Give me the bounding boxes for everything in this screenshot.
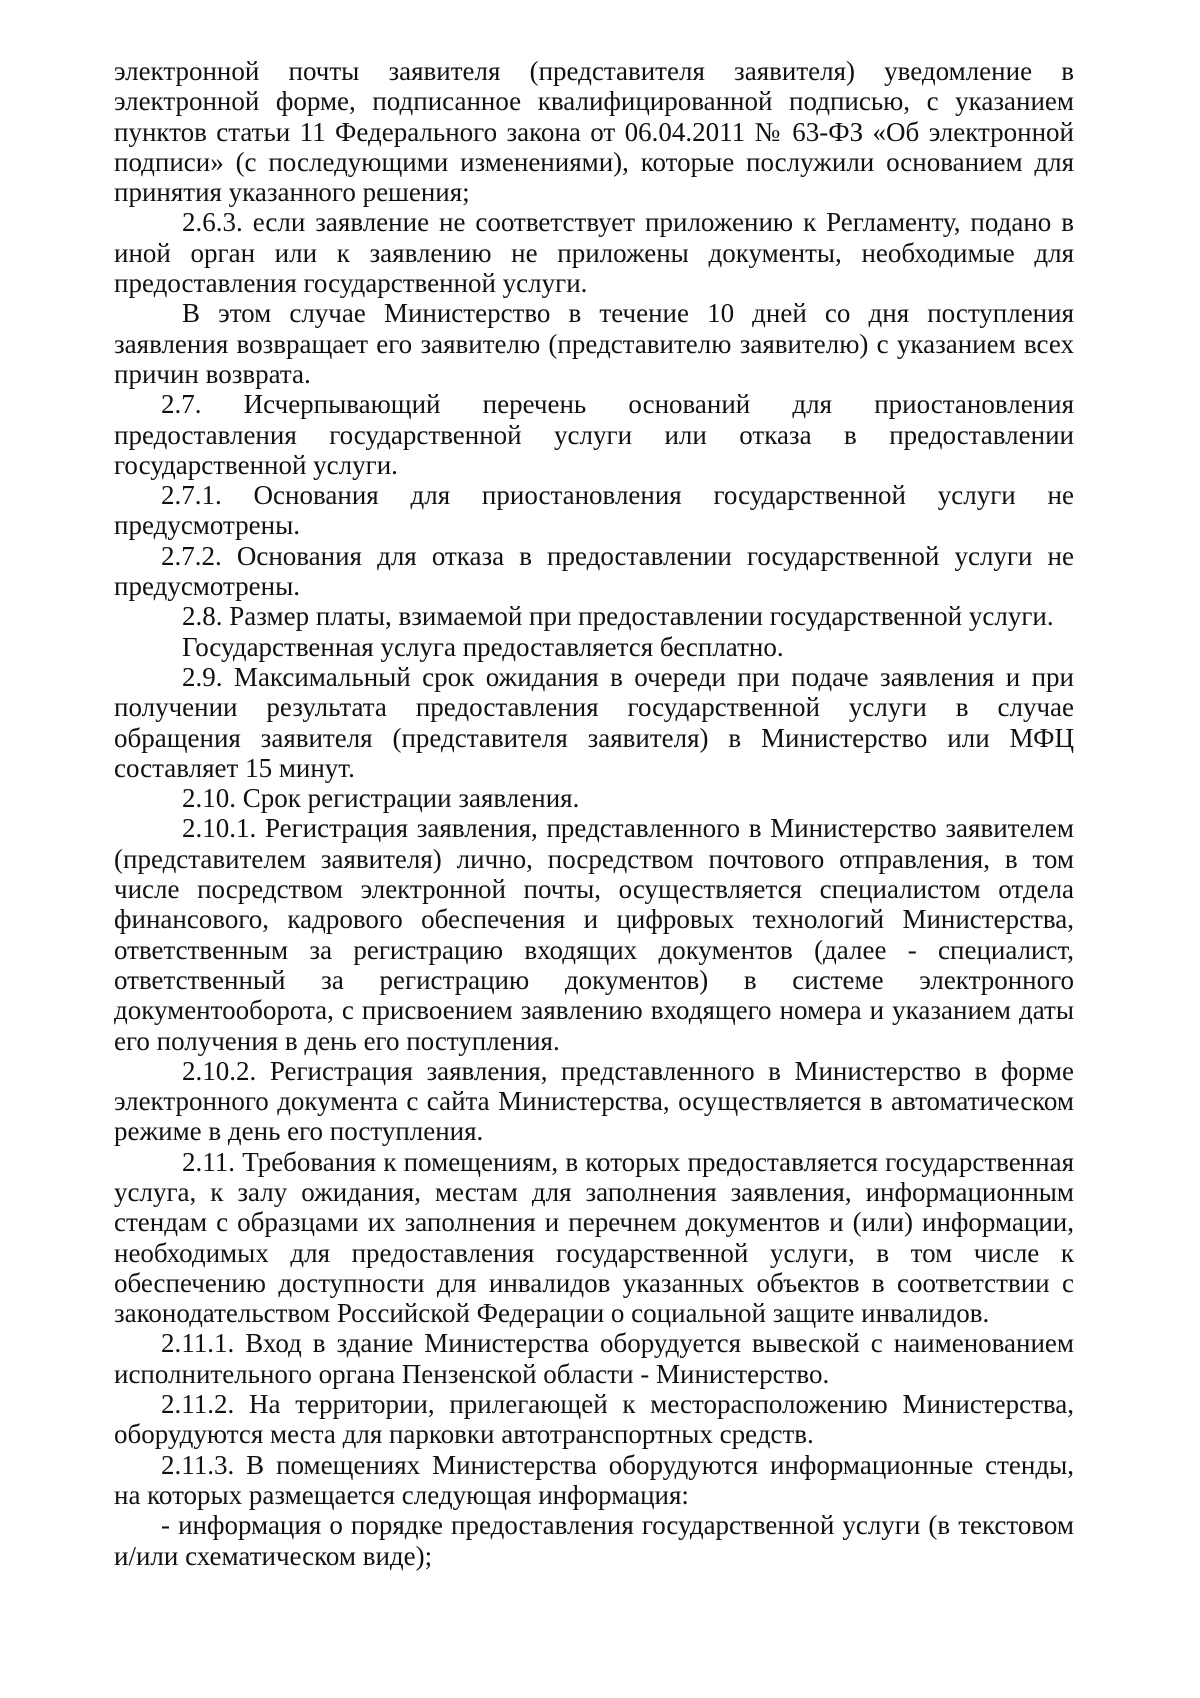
paragraph-2-7: 2.7. Исчерпывающий перечень оснований для приостановления предоставления государственной услуги или отказа в предоставлении государственной услуги. — [114, 389, 1074, 480]
paragraph-2-11-2: 2.11.2. На территории, прилегающей к месторасположению Министерства, оборудуются места для парковки автотранспортных средств. — [114, 1389, 1074, 1450]
paragraph-2-6-3: 2.6.3. если заявление не соответствует приложению к Регламенту, подано в иной орган или к заявлению не приложены документы, необходимые для предоставления государственной услуги. — [114, 207, 1074, 299]
paragraph-email-notification: электронной почты заявителя (представителя заявителя) уведомление в электронной форме, подписанное квалифицированной подписью, с указанием пунктов статьи 11 Федерального закона от 06.04.2011 № 63-ФЗ «Об электронной подписи» (с последующими изменениями), которые послужили основанием для принятия указанного решения; — [114, 56, 1074, 208]
paragraph-2-7-1: 2.7.1. Основания для приостановления государственной услуги не предусмотрены. — [114, 480, 1074, 541]
paragraph-free-service: Государственная услуга предоставляется бесплатно. — [182, 631, 784, 662]
paragraph-2-10-2: 2.10.2. Регистрация заявления, представленного в Министерство в форме электронного документа с сайта Министерства, осуществляется в автоматическом режиме в день его поступления. — [114, 1055, 1074, 1147]
paragraph-2-9: 2.9. Максимальный срок ожидания в очереди при подаче заявления и при получении результата предоставления государственной услуги в случае обращения заявителя (представителя заявителя) в Министерство или МФЦ составляет 15 минут. — [114, 661, 1074, 783]
paragraph-2-11-3: 2.11.3. В помещениях Министерства оборудуются информационные стенды, на которых размещается следующая информация: — [114, 1449, 1074, 1510]
document-page — [114, 56, 1074, 1571]
paragraph-2-7-2: 2.7.2. Основания для отказа в предоставлении государственной услуги не предусмотрены. — [114, 540, 1074, 602]
paragraph-info-item: - информация о порядке предоставления государственной услуги (в текстовом и/или схематическом виде); — [114, 1510, 1074, 1571]
paragraph-2-10: 2.10. Срок регистрации заявления. — [182, 783, 580, 814]
paragraph-2-10-1: 2.10.1. Регистрация заявления, представленного в Министерство заявителем (представителем заявителя) лично, посредством почтового отправления, в том числе посредством электронной почты, осуществляется специалистом отдела финансового, кадрового обеспечения и цифровых технологий Министерства, ответственным за регистрацию входящих документов (далее - специалист, ответственный за регистрацию документов) в системе электронного документооборота, с присвоением заявлению входящего номера и указанием даты его получения в день его поступления. — [114, 813, 1074, 1056]
paragraph-2-11: 2.11. Требования к помещениям, в которых предоставляется государственная услуга, к залу ожидания, местам для заполнения заявления, информационным стендам с образцами их заполнения и перечнем документов и (или) информации, необходимых для предоставления государственной услуги, в том числе к обеспечению доступности для инвалидов указанных объектов в соответствии с законодательством Российской Федерации о социальной защите инвалидов. — [114, 1146, 1074, 1329]
paragraph-return-case: В этом случае Министерство в течение 10 дней со дня поступления заявления возвращает его заявителю (представителю заявителю) с указанием всех причин возврата. — [114, 298, 1074, 389]
paragraph-2-8: 2.8. Размер платы, взимаемой при предоставлении государственной услуги. — [182, 601, 1054, 632]
paragraph-2-11-1: 2.11.1. Вход в здание Министерства оборудуется вывеской с наименованием исполнительного органа Пензенской области - Министерство. — [114, 1328, 1074, 1389]
